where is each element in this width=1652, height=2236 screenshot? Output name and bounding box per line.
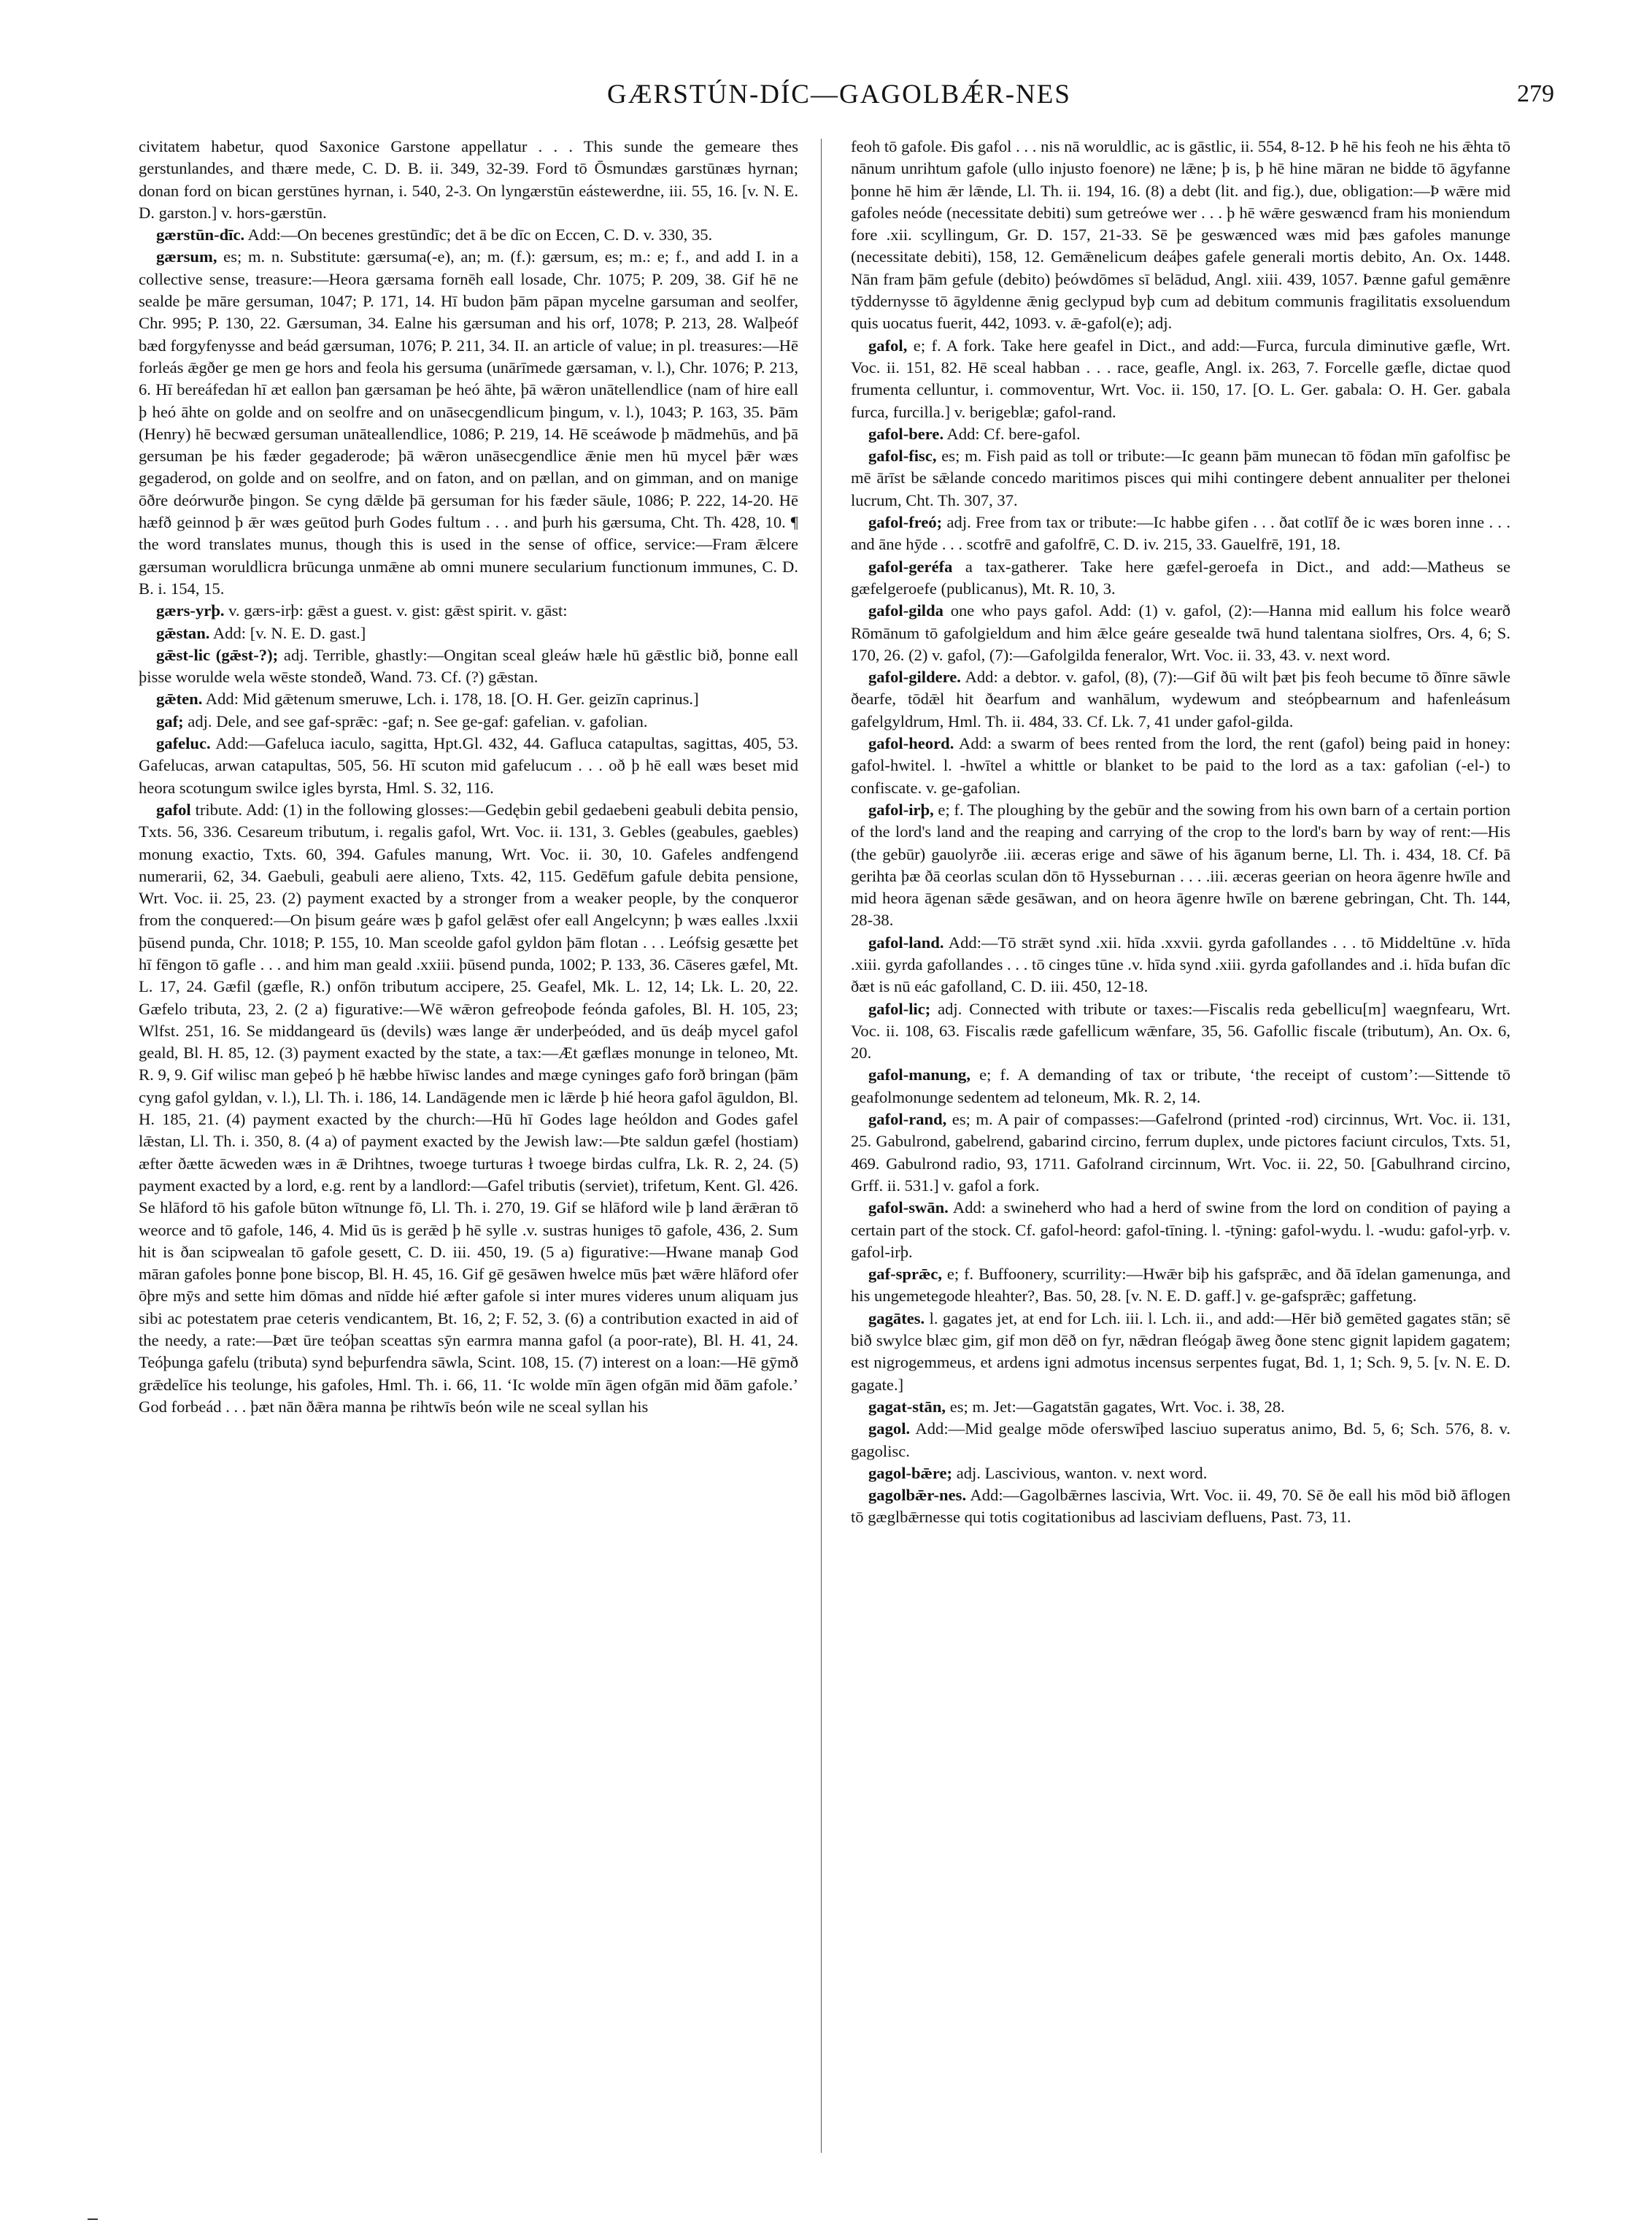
entry-body: es; m. Fish paid as toll or tribute:—Ic geann þām munecan tō fōdan mīn gafolfisc þe mē ārīst be sǣlande concedo maritimos pisces qui mihi contingere debent annualiter per thelonei lucrum, Cht. Th. 307, 37.	[851, 447, 1510, 509]
entry-headword: gǣst-lic (gǣst-?);	[156, 645, 279, 664]
page-header	[124, 76, 1554, 120]
entry-body: a tax-gatherer. Take here gæfel-geroefa in Dict., and add:—Matheus se gæfelgeroefe (publicanus), Mt. R. 10, 3.	[851, 557, 1510, 598]
entry-body: Add: Cf. bere-gafol.	[943, 424, 1081, 443]
entry-headword: gafol-lic;	[868, 999, 931, 1018]
entry-headword: gærstūn-dīc.	[156, 225, 245, 244]
dictionary-entry	[139, 224, 798, 246]
dictionary-entry	[139, 733, 798, 799]
dictionary-entry	[851, 136, 1510, 335]
dictionary-entry	[139, 622, 798, 644]
dictionary-entry	[851, 932, 1510, 998]
entry-body: civitatem habetur, quod Saxonice Garstone appellatur . . . This sunde the gemeare thes gerstunlandes, and thære mede, C. D. B. ii. 349, 32-39. Ford tō Ōsmundæs garstūnæs hyrnan; donan ford on bican gerstūnes hyrnan, i. 540, 2-3. On lyngærstūn eástewerdne, iii. 55, 16. [v. N. E. D. garston.] v. hors-gærstūn.	[139, 137, 798, 222]
entry-headword: gærs-yrþ.	[156, 601, 225, 620]
entry-body: es; m. Jet:—Gagatstān gagates, Wrt. Voc. i. 38, 28.	[946, 1397, 1285, 1416]
entry-body: adj. Lascivious, wanton. v. next word.	[952, 1463, 1208, 1482]
entry-headword: gagol-bǣre;	[868, 1463, 953, 1482]
entry-headword: gafol-fisc,	[868, 447, 937, 466]
entry-body: Add: [v. N. E. D. gast.]	[209, 623, 366, 642]
entry-headword: gagātes.	[868, 1308, 925, 1327]
dictionary-entry	[851, 1197, 1510, 1263]
entry-body: adj. Terrible, ghastly:—Ongitan sceal gleáw hæle hū gǣstlic bið, þonne eall þisse worulde wela wēste stondeð, Wand. 73. Cf. (?) gǣstan.	[139, 645, 798, 687]
entry-headword: gærsum,	[156, 247, 217, 266]
entry-body: es; m. A pair of compasses:—Gafelrond (printed -rod) circinnus, Wrt. Voc. ii. 131, 25. Gabulrond, gabelrend, gabarind circino, ferrum duplex, unde pictores faciunt circulos, Txts. 51, 469. Gabulrond radio, 93, 1711. Gafolrand circinnum, Wrt. Voc. ii. 22, 50. [Gabulhrand circino, Grff. ii. 531.] v. gafol a fork.	[851, 1110, 1510, 1195]
entry-headword: gafol-rand,	[868, 1110, 947, 1129]
footer-mark	[88, 2218, 98, 2220]
entry-headword: gagat-stān,	[868, 1397, 946, 1416]
dictionary-entry	[851, 512, 1510, 556]
entry-headword: gafol-freó;	[868, 513, 943, 532]
entry-headword: gafol-irþ,	[868, 800, 934, 819]
entry-body: adj. Free from tax or tribute:—Ic habbe gifen . . . ðat cotlīf ðe ic wæs boren inne . . . and āne hȳde . . . scotfrē and gafolfrē, C. D. iv. 215, 33. Gauelfrē, 191, 18.	[851, 513, 1510, 554]
entry-headword: gafol-swān.	[868, 1198, 949, 1217]
dictionary-entry	[139, 600, 798, 622]
entry-body: feoh tō gafole. Ðis gafol . . . nis nā woruldlic, ac is gāstlic, ii. 554, 8-12. Þ hē his feoh ne his ǣhta tō nānum unrihtum gafole (ullo injusto foenore) ne lǣne; þ is, þ hē hine māran ne bidde tō āgyfanne þonne hē him ǣr lǣnde, Ll. Th. ii. 194, 16. (8) a debt (lit. and fig.), due, obligation:—Þ wǣre mid gafoles neóde (necessitate debiti) sum getreówe wer . . . þ hē wǣre gesw⁠æncd fram his moniendum fore .xii. scyllingum, Gr. D. 157, 21-33. Sē þe geswænced wæs mid þæs gafoles manunge (necessitate debiti), 158, 12. Gemǣnelicum deáþes gafele generali mortis debito, An. Ox. 1448. Nān fram þām gefule (debito) þeówdōmes sī belādud, Angl. xiii. 439, 1057. Þænne gaful gemǣnre tȳddernysse tō āgyldenne ǣnig geclypud byþ cum ad debitum communis fragilitatis exsoluendum quis uocatus fuerit, 442, 1093. v. ǣ-gafol(e); adj.	[851, 137, 1510, 333]
dictionary-entry	[851, 799, 1510, 932]
dictionary-entry	[851, 1064, 1510, 1109]
entry-body: Add: a debtor. v. gafol, (8), (7):—Gif ðū wilt þæt þis feoh becume tō ðīnre sāwle ðearfe, tōdǣl hit ðearfum and wanhālum, wydewum and steópbearnum and hafenleásum gafelgyldrum, Hml. Th. ii. 484, 33. Cf. Lk. 7, 41 under gafol-gilda.	[851, 668, 1510, 730]
entry-headword: gafol-bere.	[868, 424, 944, 443]
entry-headword: gafol-land.	[868, 933, 944, 952]
entry-body: l. gagates jet, at end for Lch. iii. l. Lch. ii., and add:—Hēr bið gemēted gagates stān; sē bið swylce blæc gim, gif mon dēð on fyr, nǣdran fleógaþ āweg ðone stenc gignit lapidem gagatem; est nigrogemmeus, et ardens igni admotus incensus serpentes fugat, Bd. 1, 1; Sch. 9, 5. [v. N. E. D. gagate.]	[851, 1308, 1510, 1394]
entry-body: Add:—Tō strǣt synd .xii. hīda .xxvii. gyrda gafollandes . . . tō Middeltūne .v. hīda .xiii. gyrda gafollandes . . . tō cinges tūne .v. hīda synd .xiii. gyrda gafollandes and .i. hīda bufan dīc ðæt is nū eác gafolland, C. D. iii. 450, 12-18.	[851, 933, 1510, 996]
dictionary-entry	[851, 1484, 1510, 1529]
entry-body: one who pays gafol. Add: (1) v. gafol, (2):—Hanna mid eallum his folce wearð Rōmānum tō gafolgieldum and him ǣlce geáre gesealde twā hund talentana siolfres, Ors. 4, 6; S. 170, 26. (2) v. gafol, (7):—Gafolgilda feneralor, Wrt. Voc. ii. 33, 43. v. next word.	[851, 601, 1510, 664]
entry-body: e; f. The ploughing by the gebūr and the sowing from his own barn of a certain portion of the lord's land and the reaping and carrying of the crop to the lord's barn by way of rent:—His (the gebūr) gauolyrðe .iii. æceras erige and sāwe of his āganum berne, Ll. Th. i. 434, 18. Cf. Þā gerihta þæ ðā ceorlas sculan dōn tō Hysseburnan . . . .iii. æceras geerian on heora āgenre hwīle and mid heora āgenan sǣde gesāwan, and on heora āgenre hwīle on bærene gebringan, Cht. Th. 144, 28-38.	[851, 800, 1510, 930]
dictionary-entry	[851, 1308, 1510, 1396]
dictionary-entry	[851, 445, 1510, 512]
entry-body: Add: a swineherd who had a herd of swine from the lord on condition of paying a certain part of the stock. Cf. gafol-heord: gafol-tīning. l. -tȳning: gafol-wydu. l. -wudu: gafol-yrþ. v. gafol-irþ.	[851, 1198, 1510, 1261]
entry-body: Add:—Gagolbǣrnes lascivia, Wrt. Voc. ii. 49, 70. Sē ðe eall his mōd bið āflogen tō gæglbǣrnesse qui totis cogitationibus ad lasciviam defluens, Past. 73, 11.	[851, 1486, 1510, 1527]
entry-body: e; f. Buffoonery, scurrility:—Hwǣr biþ his gafsprǣc, and ðā īdelan gamenunga, and his ungemetegode hleahter?, Bas. 50, 28. [v. N. E. D. gaff.] v. ge-gafsprǣc; gaffetung.	[851, 1265, 1510, 1306]
entry-body: adj. Connected with tribute or taxes:—Fiscalis reda gebellicu[m] waegnfearu, Wrt. Voc. ii. 108, 63. Fiscalis ræde gafellicum wǣnfare, 35, 56. Gafollic fiscale (tributum), An. Ox. 6, 20.	[851, 999, 1510, 1063]
entry-body: v. gærs-irþ: gǣst a guest. v. gist: gǣst spirit. v. gāst:	[224, 601, 568, 620]
entry-headword: gǣten.	[156, 690, 203, 709]
entry-headword: gagol.	[868, 1419, 911, 1438]
entry-headword: gafol-gildere.	[868, 668, 961, 687]
entry-body: e; f. A fork. Take here geafel in Dict., and add:—Furca, furcula diminutive gæfle, Wrt. Voc. ii. 151, 82. Hē sceal habban . . . race, geafle, Angl. ix. 263, 7. Forcelle gæfle, dictae quod frumenta celluntur, i. commoventur, Wrt. Voc. ii. 150, 17. [O. L. Ger. gabala: O. H. Ger. gabala furca, furcilla.] v. berigeblæ; gafol-rand.	[851, 336, 1510, 421]
entry-headword: gaf;	[156, 712, 184, 730]
dictionary-entry	[851, 666, 1510, 733]
dictionary-entry	[851, 600, 1510, 666]
dictionary-entry	[851, 1263, 1510, 1308]
entry-body: adj. Dele, and see gaf-sprǣc: -gaf; n. See ge-gaf: gafelian. v. gafolian.	[183, 712, 648, 730]
page-number: 279	[1517, 80, 1554, 107]
dictionary-entry	[851, 733, 1510, 799]
entry-headword: gǣstan.	[156, 623, 210, 642]
dictionary-entry	[851, 1418, 1510, 1462]
entry-headword: gafol-geréfa	[868, 557, 953, 576]
dictionary-entry	[139, 688, 798, 710]
entry-body: Add: a swarm of bees rented from the lord, the rent (gafol) being paid in honey: gafol-hwitel. l. -hwītel a whittle or blanket to be paid to the lord as a tax: gafolian (-el-) to confiscate. v. ge-gafolian.	[851, 734, 1510, 797]
entry-body: tribute. Add: (1) in the following glosses:—Gedębin gebil gedaebeni geabuli debita pensio, Txts. 56, 336. Cesareum tributum, i. regalis gafol, Wrt. Voc. ii. 131, 3. Gebles (geabules, gaebles) monung exactio, Txts. 60, 394. Gafules manung, Wrt. Voc. ii. 30, 10. Gafeles andfengend numerarii, 62, 34. Gaebuli, geabuli aere alieno, Txts. 42, 115. Gedēfum gafule debita pensione, Wrt. Voc. ii. 25, 23. (2) payment exacted by a stronger from a weaker people, by the conqueror from the conquered:—On þisum geáre wæs þ gafol gelǣst ofer eall Angelcynn; þ wæs ealles .lxxii þūsend punda, Chr. 1018; P. 155, 10. Man sceolde gafol gyldon þām flotan . . . Leófsig gesætte þet hī fēngon tō gafle . . . and him man geald .xxiii. þūsend punda, 1002; P. 133, 36. Cāseres gæfel, Mt. L. 17, 24. Gæfil (gæfle, R.) onfōn tributum accipere, 25. Geafel, Mk. L. 12, 14; Lk. L. 20, 22. Gæfelo tributa, 23, 2. (2 a) figurative:—Wē wǣron gefreoþode feónda gafoles, Bl. H. 105, 23; Wlfst. 251, 16. Se middangeard ūs (devils) wæs lange ǣr underþeóded, and ūs deáþ mycel gafol geald, Bl. H. 85, 12. (3) payment exacted by the state, a tax:—Æt gæflæs monunge in teloneo, Mt. R. 9, 9. Gif wilisc man geþeó þ hē hæbbe hīwisc landes and mæge cyninges gafo forð bringan (þām cyng gafol gyldan, v. l.), Ll. Th. i. 186, 14. Landāgende men ic lǣrde þ hié heora gafol āguldon, Bl. H. 185, 21. (4) payment exacted by the church:—Hū hī Godes lage heóldon and Godes gafel lǣstan, Ll. Th. i. 350, 8. (4 a) of payment exacted by the Jewish law:—Þte saldun gæfel (hostiam) æfter ðætte ācweden wæs in ǣ Drihtnes, twoege turturas ł twoege birdas culfra, Lk. R. 2, 24. (5) payment exacted by a lord, e.g. rent by a landlord:—Gafel tributis (serviet), trifetum, Kent. Gl. 426. Se hlāford tō his gafole būton wītnunge fō, Ll. Th. i. 270, 19. Gif se hlāford wile þ land ǣrǣran tō weorce and tō gafole, 146, 4. Mid ūs is gerǣd þ hē sylle .v. sustras huniges tō gafole, 436, 2. Sum hit is ðan scipwealan tō gafole gesett, C. D. iii. 450, 19. (5 a) figurative:—Hwane manaþ God māran gafoles þonne þone biscop, Bl. H. 45, 16. Gif gē gesāwen hwelce mūs þæt wǣre hlāford ofer ōþre mȳs and sette him dōmas and nīdde hié æfter gafole si inter mures videres unum aliquam jus sibi ac potestatem prae ceteris vendicantem, Bt. 16, 2; F. 52, 3. (6) a contribution exacted in aid of the needy, a rate:—Þæt ūre teóþan sceattas sȳn earmra manna gafol (a poor-rate), Bl. H. 41, 24. Teóþunga gafelu (tributa) synd beþurfendra sāwla, Scint. 108, 15. (7) interest on a loan:—Hē gȳmð grǣdelīce his teolunge, his gafoles, Hml. Th. i. 66, 11. ‘Ic wolde mīn āgen ofgān mid ðām gafole.’ God forbeád . . . þæt nān ðǣra manna þe rihtwīs beón wile ne sceal syllan his	[139, 800, 798, 1416]
entry-body: Add:—On becenes grestūndīc; det ā be dīc on Eccen, C. D. v. 330, 35.	[244, 225, 713, 244]
entry-headword: gafol-heord.	[868, 734, 954, 753]
dictionary-entry	[139, 711, 798, 733]
column-divider	[821, 139, 822, 2153]
entry-headword: gaf-sprǣc,	[868, 1265, 943, 1284]
left-column	[139, 136, 798, 2157]
entry-headword: gagolbǣr-nes.	[868, 1486, 967, 1505]
right-column	[851, 136, 1510, 2157]
dictionary-entry	[851, 556, 1510, 601]
dictionary-entry	[139, 644, 798, 689]
entry-headword: gafol-manung,	[868, 1065, 970, 1084]
entry-body: es; m. n. Substitute: gærsuma(-e), an; m. (f.): gærsum, es; m.: e; f., and add I. in a collective sense, treasure:—Heora gærsama fornēh eall losade, Chr. 1075; P. 209, 38. Gif hē ne sealde þe māre gersuman, 1047; P. 171, 14. Hī budon þām pāpan mycelne garsuman and seolfer, Chr. 995; P. 130, 22. Gærsuman, 34. Ealne his gærsuman and his orf, 1078; P. 213, 28. Walþeóf bæd forgyfenysse and beád gærsuman, 1076; P. 211, 34. II. an article of value; in pl. treasures:—Hē forleás ǣgðer ge men ge hors and feola his gersuma (unārīmede gærsaman, v. l.), Chr. 1076; P. 213, 6. Hī bereáfedan hī æt eallon þan gærsaman þe heó āhte, þā wǣron unātellendlice (nam of hire eall þ heó āhte on golde and on seolfre and on unāsecgendlicum þingum, v. l.), 1043; P. 163, 35. Þām (Henry) hē becwæd gersuman unāteallendlice, 1086; P. 219, 14. Hē sceáwode þ mādmehūs, and þā gersuman þe his fæder gegaderode; þā wǣron unāsecgendlice ǣnie men hū mycel þǣr wæs gegaderod, on golde and on seolfre, and on faton, and on pællan, and on gimman, and on manige ōðre deórwurðe þingon. Se cyng dǣlde þā gersuman for his fæder sāule, 1086; P. 222, 14-20. Hē hæfð geinnod þ ǣr wæs geūtod þurh Godes fultum . . . and þurh his gærsuma, Cht. Th. 428, 10. ¶ the word translates munus, though this is used in the sense of office, service:—Fram ǣlcere gærsuman woruldlicra brūcunga unmǣne ab omni munere secularium functionum immunes, C. D. B. i. 154, 15.	[139, 247, 798, 598]
entry-headword: gafol	[156, 800, 191, 819]
entry-headword: gafeluc.	[156, 734, 211, 753]
dictionary-entry	[851, 335, 1510, 423]
dictionary-entry	[851, 423, 1510, 445]
dictionary-entry	[139, 246, 798, 600]
entry-body: Add: Mid gǣtenum smeruwe, Lch. i. 178, 18. [O. H. Ger. geizīn caprinus.]	[202, 690, 699, 709]
entry-headword: gafol-gilda	[868, 601, 943, 620]
running-head: GÆRSTÚN-DÍC—GAGOLBǼR-NES	[607, 80, 1071, 109]
dictionary-entry	[851, 1462, 1510, 1484]
dictionary-entry	[139, 799, 798, 1418]
entry-body: Add:—Mid gealge mōde oferswīþed lasciuo superatus animo, Bd. 5, 6; Sch. 576, 8. v. gagolisc.	[851, 1419, 1510, 1460]
dictionary-entry	[851, 998, 1510, 1065]
entry-body: Add:—Gafeluca iaculo, sagitta, Hpt.Gl. 432, 44. Gafluca catapultas, sagittas, 405, 53. Gafelucas, arwan catapultas, 505, 56. Hī scuton mid gafelucum . . . oð þ hē eall wæs beset mid heora scotungum swilce igles byrsta, Hml. S. 32, 116.	[139, 734, 798, 797]
entry-headword: gafol,	[868, 336, 908, 355]
dictionary-entry	[851, 1109, 1510, 1197]
entry-body: e; f. A demanding of tax or tribute, ‘the receipt of custom’:—Sittende tō geafolmonunge sedentem ad teloneum, Mk. R. 2, 14.	[851, 1065, 1510, 1106]
dictionary-entry	[851, 1396, 1510, 1418]
dictionary-entry	[139, 136, 798, 224]
